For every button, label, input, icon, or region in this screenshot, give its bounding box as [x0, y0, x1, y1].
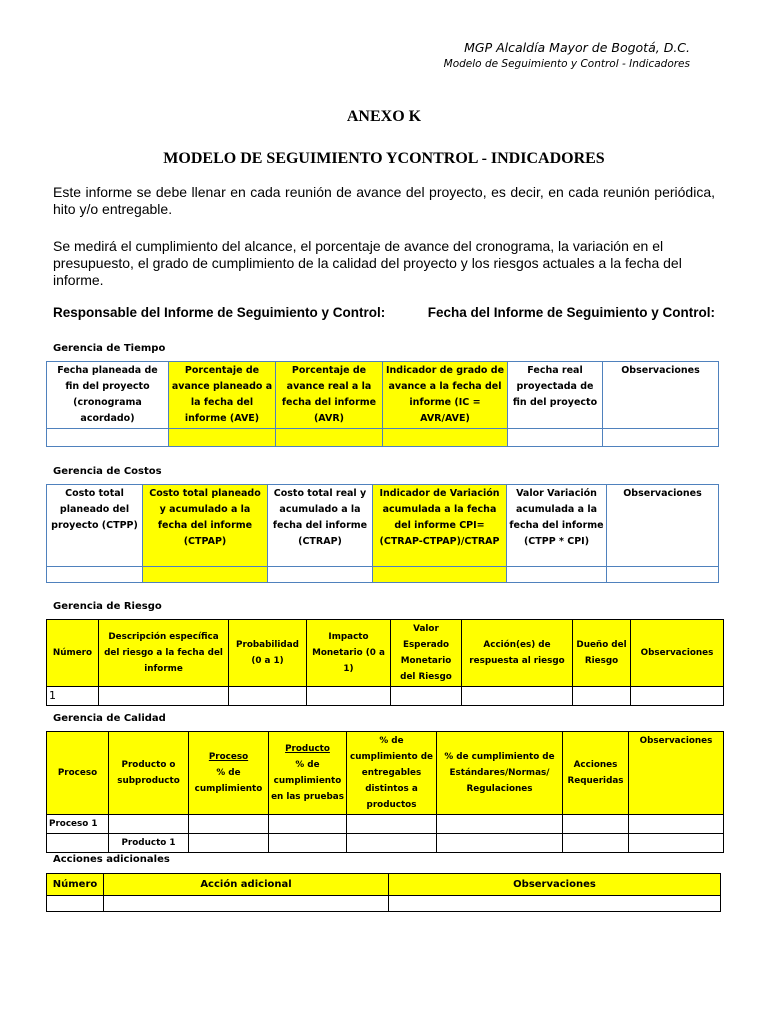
table-cell[interactable]: [143, 567, 268, 583]
table-tiempo: [46, 361, 719, 447]
table-cell[interactable]: [47, 567, 143, 583]
table-row: [47, 896, 721, 912]
col-producto: Producto o subproducto: [109, 732, 189, 815]
row-producto-label: Producto 1: [109, 834, 189, 853]
table-cell[interactable]: [169, 429, 276, 447]
col-proceso: Proceso: [47, 732, 109, 815]
table-row: [47, 429, 719, 447]
table-cell[interactable]: [631, 687, 724, 706]
col-observaciones: Observaciones: [629, 732, 724, 815]
col-observaciones: Observaciones: [607, 485, 719, 567]
table-cell[interactable]: [307, 687, 391, 706]
table-cell[interactable]: [573, 687, 631, 706]
table-cell[interactable]: [563, 834, 629, 853]
proceso-pct-label: % de cumplimiento: [194, 768, 263, 794]
producto-label: Producto: [285, 744, 330, 754]
report-meta-line: [53, 305, 715, 320]
row-number: 1: [47, 687, 99, 706]
table-cell[interactable]: [462, 687, 573, 706]
table-cell[interactable]: [269, 815, 347, 834]
col-accion-respuesta: Acción(es) de respuesta al riesgo: [462, 620, 573, 687]
col-cpi: Indicador de Variación acumulada a la fecha del informe CPI=(CTRAP-CTPAP)/CTRAP: [373, 485, 507, 567]
header-document-name: Modelo de Seguimiento y Control - Indicadores: [443, 58, 690, 70]
col-probabilidad: Probabilidad (0 a 1): [229, 620, 307, 687]
col-observaciones: Observaciones: [603, 362, 719, 429]
table-costos: [46, 484, 719, 583]
row-proceso-label: Proceso 1: [47, 815, 109, 834]
table-riesgo: [46, 619, 724, 706]
table-cell[interactable]: [508, 429, 603, 447]
table-cell[interactable]: [276, 429, 383, 447]
section-title-costos: Gerencia de Costos: [53, 466, 162, 477]
table-header-row: [47, 362, 719, 429]
col-numero: Número: [47, 874, 104, 896]
col-entregables: % de cumplimiento de entregables distintos a productos: [347, 732, 437, 815]
table-row: [47, 815, 724, 834]
table-cell[interactable]: [437, 834, 563, 853]
table-cell[interactable]: [347, 834, 437, 853]
table-row: [47, 567, 719, 583]
col-ctpap: Costo total planeado y acumulado a la fecha del informe (CTPAP): [143, 485, 268, 567]
table-cell[interactable]: [507, 567, 607, 583]
col-ctpp: Costo total planeado del proyecto (CTPP): [47, 485, 143, 567]
section-title-tiempo: Gerencia de Tiempo: [53, 343, 166, 354]
table-cell[interactable]: [47, 429, 169, 447]
table-cell[interactable]: [47, 834, 109, 853]
col-ave: Porcentaje de avance planeado a la fecha del informe (AVE): [169, 362, 276, 429]
table-cell[interactable]: [269, 834, 347, 853]
table-cell[interactable]: [104, 896, 389, 912]
table-cell[interactable]: [607, 567, 719, 583]
table-header-row: [47, 732, 724, 815]
table-cell[interactable]: [373, 567, 507, 583]
col-valor-esperado: Valor Esperado Monetario del Riesgo: [391, 620, 462, 687]
table-cell[interactable]: [109, 815, 189, 834]
col-producto-cumplimiento: [269, 732, 347, 815]
proceso-label: Proceso: [208, 752, 249, 762]
header-organization: MGP Alcaldía Mayor de Bogotá, D.C.: [464, 40, 690, 55]
fecha-label: Fecha del Informe de Seguimiento y Control:: [427, 305, 715, 320]
table-cell[interactable]: [189, 815, 269, 834]
table-cell[interactable]: [629, 834, 724, 853]
table-row: [47, 687, 724, 706]
col-observaciones: Observaciones: [389, 874, 721, 896]
table-cell[interactable]: [189, 834, 269, 853]
table-acciones-adicionales: [46, 873, 721, 912]
col-numero: Número: [47, 620, 99, 687]
responsable-label: Responsable del Informe de Seguimiento y Control:: [53, 305, 386, 320]
table-cell[interactable]: [629, 815, 724, 834]
table-cell[interactable]: [229, 687, 307, 706]
table-row: [47, 834, 724, 853]
table-calidad: [46, 731, 724, 853]
table-cell[interactable]: [347, 815, 437, 834]
annex-title: ANEXO K: [346, 108, 422, 125]
col-descripcion: Descripción específica del riesgo a la fecha del informe: [99, 620, 229, 687]
col-fecha-real: Fecha real proyectada de fin del proyecto: [508, 362, 603, 429]
table-cell[interactable]: [389, 896, 721, 912]
intro-paragraph-1: Este informe se debe llenar en cada reunión de avance del proyecto, es decir, en cada reunión periódica, hito y/o entregable.: [53, 184, 715, 217]
table-cell[interactable]: [603, 429, 719, 447]
table-cell[interactable]: [268, 567, 373, 583]
col-accion-adicional: Acción adicional: [104, 874, 389, 896]
section-title-calidad: Gerencia de Calidad: [53, 713, 166, 724]
col-acciones: Acciones Requeridas: [563, 732, 629, 815]
producto-pct-label: % de cumplimiento en las pruebas: [271, 760, 344, 802]
col-estandares: % de cumplimiento de Estándares/Normas/ Regulaciones: [437, 732, 563, 815]
col-observaciones: Observaciones: [631, 620, 724, 687]
col-proceso-cumplimiento: [189, 732, 269, 815]
section-title-adicionales: Acciones adicionales: [53, 854, 170, 865]
table-cell[interactable]: [391, 687, 462, 706]
table-header-row: [47, 874, 721, 896]
col-ctrap: Costo total real y acumulado a la fecha del informe (CTRAP): [268, 485, 373, 567]
table-header-row: [47, 485, 719, 567]
table-cell[interactable]: [437, 815, 563, 834]
section-title-riesgo: Gerencia de Riesgo: [53, 601, 162, 612]
col-indicador-ic: Indicador de grado de avance a la fecha del informe (IC = AVR/AVE): [383, 362, 508, 429]
table-cell[interactable]: [563, 815, 629, 834]
table-cell[interactable]: [47, 896, 104, 912]
table-cell[interactable]: [383, 429, 508, 447]
table-cell[interactable]: [99, 687, 229, 706]
col-valor-variacion: Valor Variación acumulada a la fecha del informe (CTPP * CPI): [507, 485, 607, 567]
col-avr: Porcentaje de avance real a la fecha del informe (AVR): [276, 362, 383, 429]
col-dueno: Dueño del Riesgo: [573, 620, 631, 687]
table-header-row: [47, 620, 724, 687]
document-title: MODELO DE SEGUIMIENTO YCONTROL - INDICADORES: [163, 150, 605, 167]
col-fecha-planeada: Fecha planeada de fin del proyecto (cronograma acordado): [47, 362, 169, 429]
intro-paragraph-2: Se medirá el cumplimiento del alcance, el porcentaje de avance del cronograma, la variación en el presupuesto, el grado de cumplimiento de la calidad del proyecto y los riesgos actuales a la fecha del informe.: [53, 238, 682, 288]
col-impacto: Impacto Monetario (0 a 1): [307, 620, 391, 687]
